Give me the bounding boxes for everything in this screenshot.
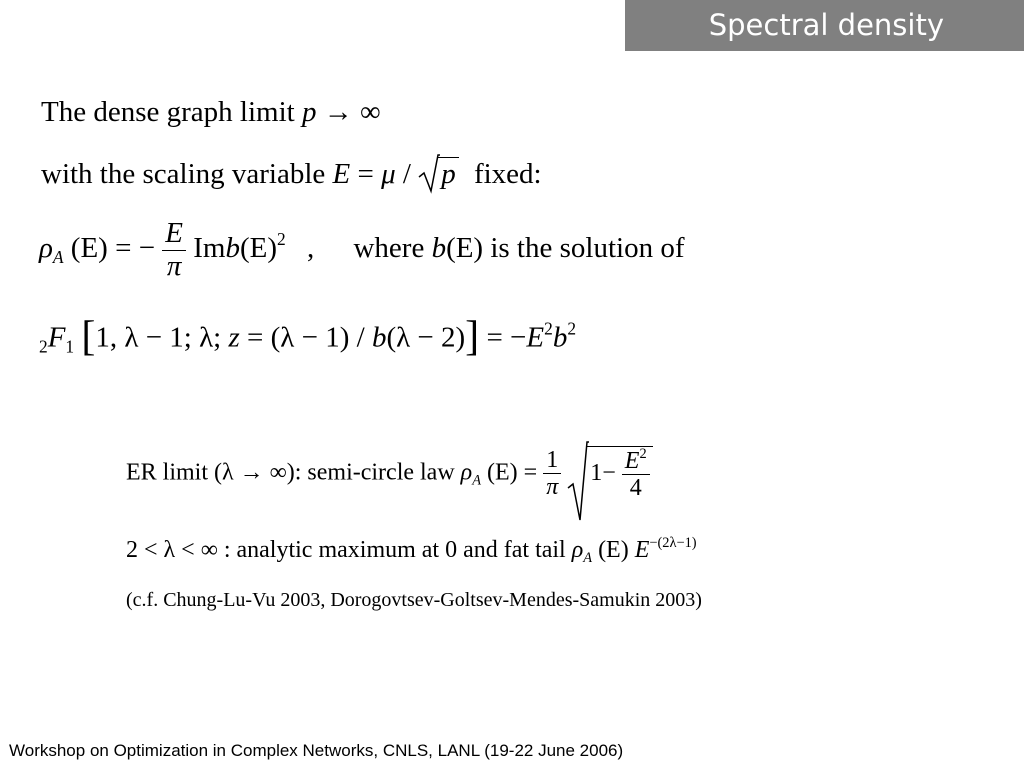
b-lambda-arg: (λ − 2) [386, 321, 466, 354]
im-operator: Im [193, 232, 226, 265]
footer: Workshop on Optimization in Complex Networks, CNLS, LANL (19-22 June 2006) [9, 741, 624, 760]
inner-E-exp: 2 [639, 446, 647, 462]
citation: (c.f. Chung-Lu-Vu 2003, Dorogovtsev-Goltsev-Mendes-Samukin 2003) [126, 589, 702, 611]
fixed-text: fixed: [473, 158, 542, 190]
tail-rho: ρ [571, 537, 584, 564]
var-z: z [228, 321, 240, 354]
fraction-denominator: π [546, 474, 559, 501]
equals-symbol: = [115, 232, 132, 265]
rhs-b-exp: 2 [567, 318, 577, 339]
tail-exponent: −(2λ−1) [649, 535, 697, 551]
er-rho: ρ [460, 459, 473, 486]
rho-formula-line [39, 218, 684, 283]
where-b-arg: (E) [446, 232, 484, 265]
er-rho-arg: (E) [487, 459, 518, 486]
scaling-text: with the scaling variable [41, 158, 333, 190]
one-over-pi-fraction [543, 447, 561, 501]
square-exponent: 2 [277, 228, 286, 249]
tail-rho-arg: (E) [598, 537, 629, 564]
fat-tail-text: : analytic maximum at 0 and fat tail [217, 537, 572, 564]
right-bracket: ] [465, 314, 480, 360]
tail-E: E [634, 537, 650, 564]
postscript-1: 1 [65, 336, 75, 357]
where-text: where [353, 232, 432, 265]
fat-tail-line [126, 535, 697, 567]
radical-sign-icon [567, 440, 589, 526]
minus: − [602, 459, 616, 486]
rhs-equals: = − [479, 321, 527, 354]
radical-sign-icon [418, 153, 440, 195]
rhs-E: E [526, 321, 545, 354]
er-limit-text: ER limit (λ → ∞): semi-circle law [126, 459, 461, 486]
er-rho-sub: A [472, 472, 481, 489]
rho-symbol: ρ [39, 232, 53, 265]
dense-graph-text: The dense graph limit [41, 96, 302, 128]
dense-graph-limit-line [41, 96, 381, 129]
sqrt-p [418, 157, 459, 191]
minus-symbol: − [138, 232, 156, 265]
fraction-denominator: 4 [629, 475, 642, 502]
fraction-numerator: 1 [543, 447, 561, 474]
where-b: b [431, 232, 447, 265]
left-bracket: [ [81, 314, 96, 360]
rhs-E-exp: 2 [544, 318, 553, 339]
fraction-denominator: π [166, 249, 182, 282]
scaling-variable-line [41, 157, 542, 191]
inner-E: E [624, 448, 640, 475]
F-symbol: F [47, 321, 66, 354]
b-symbol: b [225, 232, 240, 265]
slide-title: Spectral density [708, 8, 944, 42]
b-argument: (E) [239, 232, 278, 265]
equals-symbol: = [357, 158, 374, 190]
arrow-symbol: → [323, 96, 353, 128]
z-definition: = (λ − 1) / [239, 321, 372, 354]
tail-rho-sub: A [583, 550, 593, 567]
lambda-condition: 2 < λ < ∞ [126, 537, 218, 564]
var-E: E [332, 158, 351, 190]
title-bar [625, 0, 1024, 51]
var-p: p [301, 96, 317, 128]
er-equals: = [517, 459, 544, 486]
comma: , [306, 232, 315, 265]
b-symbol-2: b [371, 321, 387, 354]
rho-argument: (E) [70, 232, 108, 265]
solution-text: is the solution of [483, 232, 685, 265]
fraction-numerator [622, 447, 650, 475]
er-limit-line [126, 446, 653, 502]
rhs-b: b [552, 321, 568, 354]
e2-over-4-fraction [622, 447, 650, 502]
hyper-args: 1, λ − 1; λ; [95, 321, 229, 354]
slash-symbol: / [402, 158, 411, 190]
one: 1 [590, 459, 603, 486]
semicircle-sqrt [567, 446, 652, 502]
infinity-symbol: ∞ [359, 96, 381, 128]
fraction-numerator: E [162, 218, 186, 251]
sqrt-radicand [587, 446, 652, 502]
rho-subscript: A [52, 247, 64, 268]
var-p-radicand: p [438, 157, 459, 191]
hypergeometric-line [39, 316, 576, 358]
e-over-pi-fraction [162, 218, 186, 283]
var-mu: μ [381, 158, 396, 190]
prescript-2: 2 [39, 336, 48, 357]
